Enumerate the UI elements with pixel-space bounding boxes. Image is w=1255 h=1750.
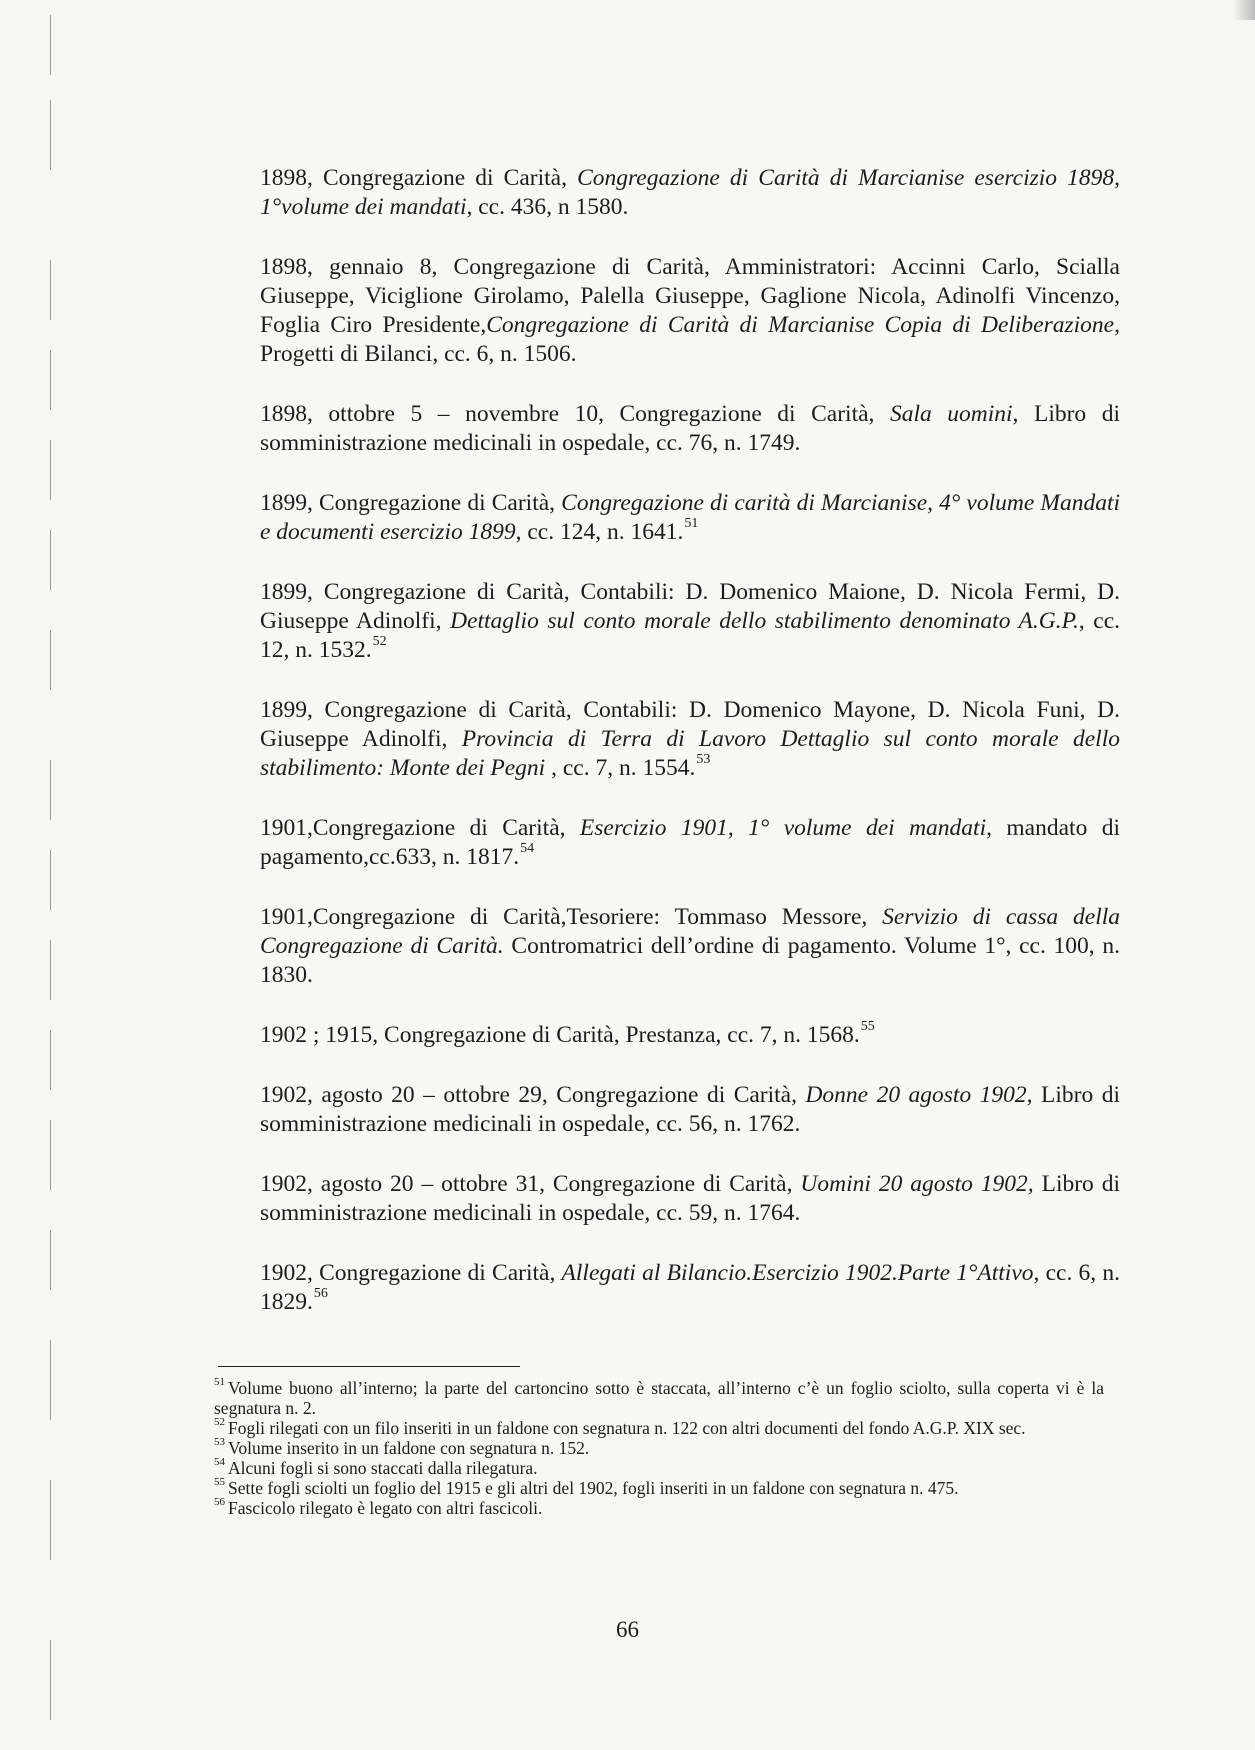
archive-entry xyxy=(260,1259,1120,1317)
archive-entry xyxy=(260,253,1120,369)
entry-title: Uomini 20 agosto 1902, xyxy=(800,1170,1034,1197)
archive-entry xyxy=(260,400,1120,458)
entry-text: 1902 ; 1915, Congregazione di Carità, Prestanza, cc. 7, n. 1568. xyxy=(260,1021,860,1048)
footnote-number: 51 xyxy=(214,1376,225,1389)
entry-text: , cc. 436, n 1580. xyxy=(466,193,629,220)
binding-mark xyxy=(50,260,51,320)
footnote-number: 53 xyxy=(214,1436,225,1449)
binding-mark xyxy=(50,1120,51,1190)
binding-mark xyxy=(50,1640,51,1720)
footnote xyxy=(214,1498,1104,1518)
entry-text: 1898, gennaio 8, Congregazione di Carità, Amministratori: Accinni Carlo, Scialla Giuseppe, Viciglione Girolamo, Palella Giuseppe, Gaglione Nicola, Adinolfi Vincenzo, Foglia Ciro Presidente, xyxy=(260,253,1120,338)
entry-text: 1901,Congregazione di Carità, xyxy=(260,814,580,841)
entry-text: cc. 6, n. 1829. xyxy=(260,1259,1121,1315)
entry-title: Esercizio 1901, 1° volume dei mandati xyxy=(579,814,987,841)
footnote xyxy=(214,1458,1104,1478)
entry-title: Congregazione di Carità di Marcianise Copia di Deliberazione xyxy=(486,311,1115,338)
entry-title: Allegati al Bilancio.Esercizio 1902.Parte 1°Attivo, xyxy=(561,1259,1040,1286)
binding-mark xyxy=(50,940,51,1000)
footnote-text: Volume buono all’interno; la parte del cartoncino sotto è staccata, all’interno c’è un foglio sciolto, sulla coperta vi è la segnatura n. 2. xyxy=(214,1378,1104,1418)
entry-text: 1899, Congregazione di Carità, xyxy=(260,489,562,516)
binding-mark xyxy=(50,760,51,820)
footnote-ref: 52 xyxy=(372,633,387,649)
entry-text: Contromatrici dell’ordine di pagamento. Volume 1°, cc. 100, n. 1830. xyxy=(260,932,1121,988)
entry-text: 1902, agosto 20 – ottobre 31, Congregazione di Carità, xyxy=(260,1170,801,1197)
binding-mark xyxy=(50,350,51,410)
entry-text: 1899, Congregazione di Carità, Contabili: D. Domenico Maione, D. Nicola Fermi, D. Giuseppe Adinolfi, xyxy=(260,578,1120,634)
entry-title: Congregazione di carità di Marcianise, 4° volume Mandati e documenti esercizio 1899 xyxy=(260,489,1121,545)
archive-entry xyxy=(260,1081,1120,1139)
binding-mark xyxy=(50,15,51,75)
footnote-ref: 53 xyxy=(696,751,711,767)
footnote-separator xyxy=(218,1366,520,1367)
footnote-text: Volume inserito in un faldone con segnatura n. 152. xyxy=(228,1438,590,1458)
footnote-ref: 54 xyxy=(520,840,535,856)
entry-text: , cc. 7, n. 1554. xyxy=(545,754,696,781)
binding-mark xyxy=(50,530,51,590)
footnote-ref: 56 xyxy=(313,1285,328,1301)
footnote-number: 56 xyxy=(214,1496,225,1509)
archive-entry xyxy=(260,1018,1120,1050)
archive-entry xyxy=(260,1170,1120,1228)
footnote-text: Fogli rilegati con un filo inseriti in un faldone con segnatura n. 122 con altri documenti del fondo A.G.P. XIX sec. xyxy=(228,1418,1026,1438)
footnote-ref: 55 xyxy=(860,1018,875,1034)
archive-entries xyxy=(260,140,1120,1348)
entry-text: 1902, Congregazione di Carità, xyxy=(260,1259,562,1286)
footnote-text: Fascicolo rilegato è legato con altri fascicoli. xyxy=(228,1498,543,1518)
footnote xyxy=(214,1438,1104,1458)
binding-mark xyxy=(50,1230,51,1290)
footnote-number: 52 xyxy=(214,1416,225,1429)
archive-entry xyxy=(260,903,1120,990)
binding-mark xyxy=(50,630,51,690)
archive-entry xyxy=(260,164,1120,222)
entry-title: Congregazione di Carità di Marcianise esercizio 1898, 1°volume dei mandati xyxy=(260,164,1121,220)
archive-entry xyxy=(260,814,1120,872)
footnotes xyxy=(214,1378,1104,1518)
binding-mark xyxy=(50,850,51,910)
archive-entry xyxy=(260,578,1120,665)
entry-title: Provincia di Terra di Lavoro Dettaglio sul conto morale dello stabilimento: Monte dei Pegni xyxy=(260,725,1120,781)
entry-title: Servizio di cassa della Congregazione di Carità. xyxy=(260,903,1121,959)
binding-mark xyxy=(50,1030,51,1090)
binding-mark xyxy=(50,1340,51,1420)
footnote-text: Sette fogli sciolti un foglio del 1915 e gli altri del 1902, fogli inseriti in un faldone con segnatura n. 475. xyxy=(228,1478,959,1498)
entry-title: Sala uomini, xyxy=(889,400,1019,427)
entry-text: , cc. 12, n. 1532. xyxy=(260,607,1120,663)
entry-title: Dettaglio sul conto morale dello stabilimento denominato A.G.P. xyxy=(450,607,1079,634)
entry-title: Donne 20 agosto 1902, xyxy=(805,1081,1033,1108)
footnote-text: Alcuni fogli si sono staccati dalla rilegatura. xyxy=(228,1458,538,1478)
page-edge-shadow xyxy=(1233,0,1255,20)
entry-text: Libro di somministrazione medicinali in ospedale, cc. 76, n. 1749. xyxy=(260,400,1121,456)
binding-mark xyxy=(50,440,51,500)
footnote-ref: 51 xyxy=(684,515,699,531)
entry-text: 1898, Congregazione di Carità, xyxy=(260,164,578,191)
footnote-number: 55 xyxy=(214,1476,225,1489)
page-number: 66 xyxy=(616,1617,639,1642)
binding-mark xyxy=(50,1480,51,1560)
entry-text: 1901,Congregazione di Carità,Tesoriere: Tommaso Messore, xyxy=(260,903,883,930)
entry-text: 1902, agosto 20 – ottobre 29, Congregazione di Carità, xyxy=(260,1081,806,1108)
entry-text: 1899, Congregazione di Carità, Contabili: D. Domenico Mayone, D. Nicola Funi, D. Giuseppe Adinolfi, xyxy=(260,696,1120,752)
footnote xyxy=(214,1378,1104,1418)
entry-text: , Progetti di Bilanci, cc. 6, n. 1506. xyxy=(260,311,1120,367)
entry-text: 1898, ottobre 5 – novembre 10, Congregazione di Carità, xyxy=(260,400,890,427)
footnote xyxy=(214,1418,1104,1438)
archive-entry xyxy=(260,696,1120,783)
entry-text: Libro di somministrazione medicinali in ospedale, cc. 56, n. 1762. xyxy=(260,1081,1120,1137)
entry-text: , mandato di pagamento,cc.633, n. 1817. xyxy=(260,814,1120,870)
entry-text: , cc. 124, n. 1641. xyxy=(515,518,684,545)
entry-text: Libro di somministrazione medicinali in ospedale, cc. 59, n. 1764. xyxy=(260,1170,1120,1226)
footnote xyxy=(214,1478,1104,1498)
footnote-number: 54 xyxy=(214,1456,225,1469)
binding-mark xyxy=(50,100,51,170)
archive-entry xyxy=(260,489,1120,547)
